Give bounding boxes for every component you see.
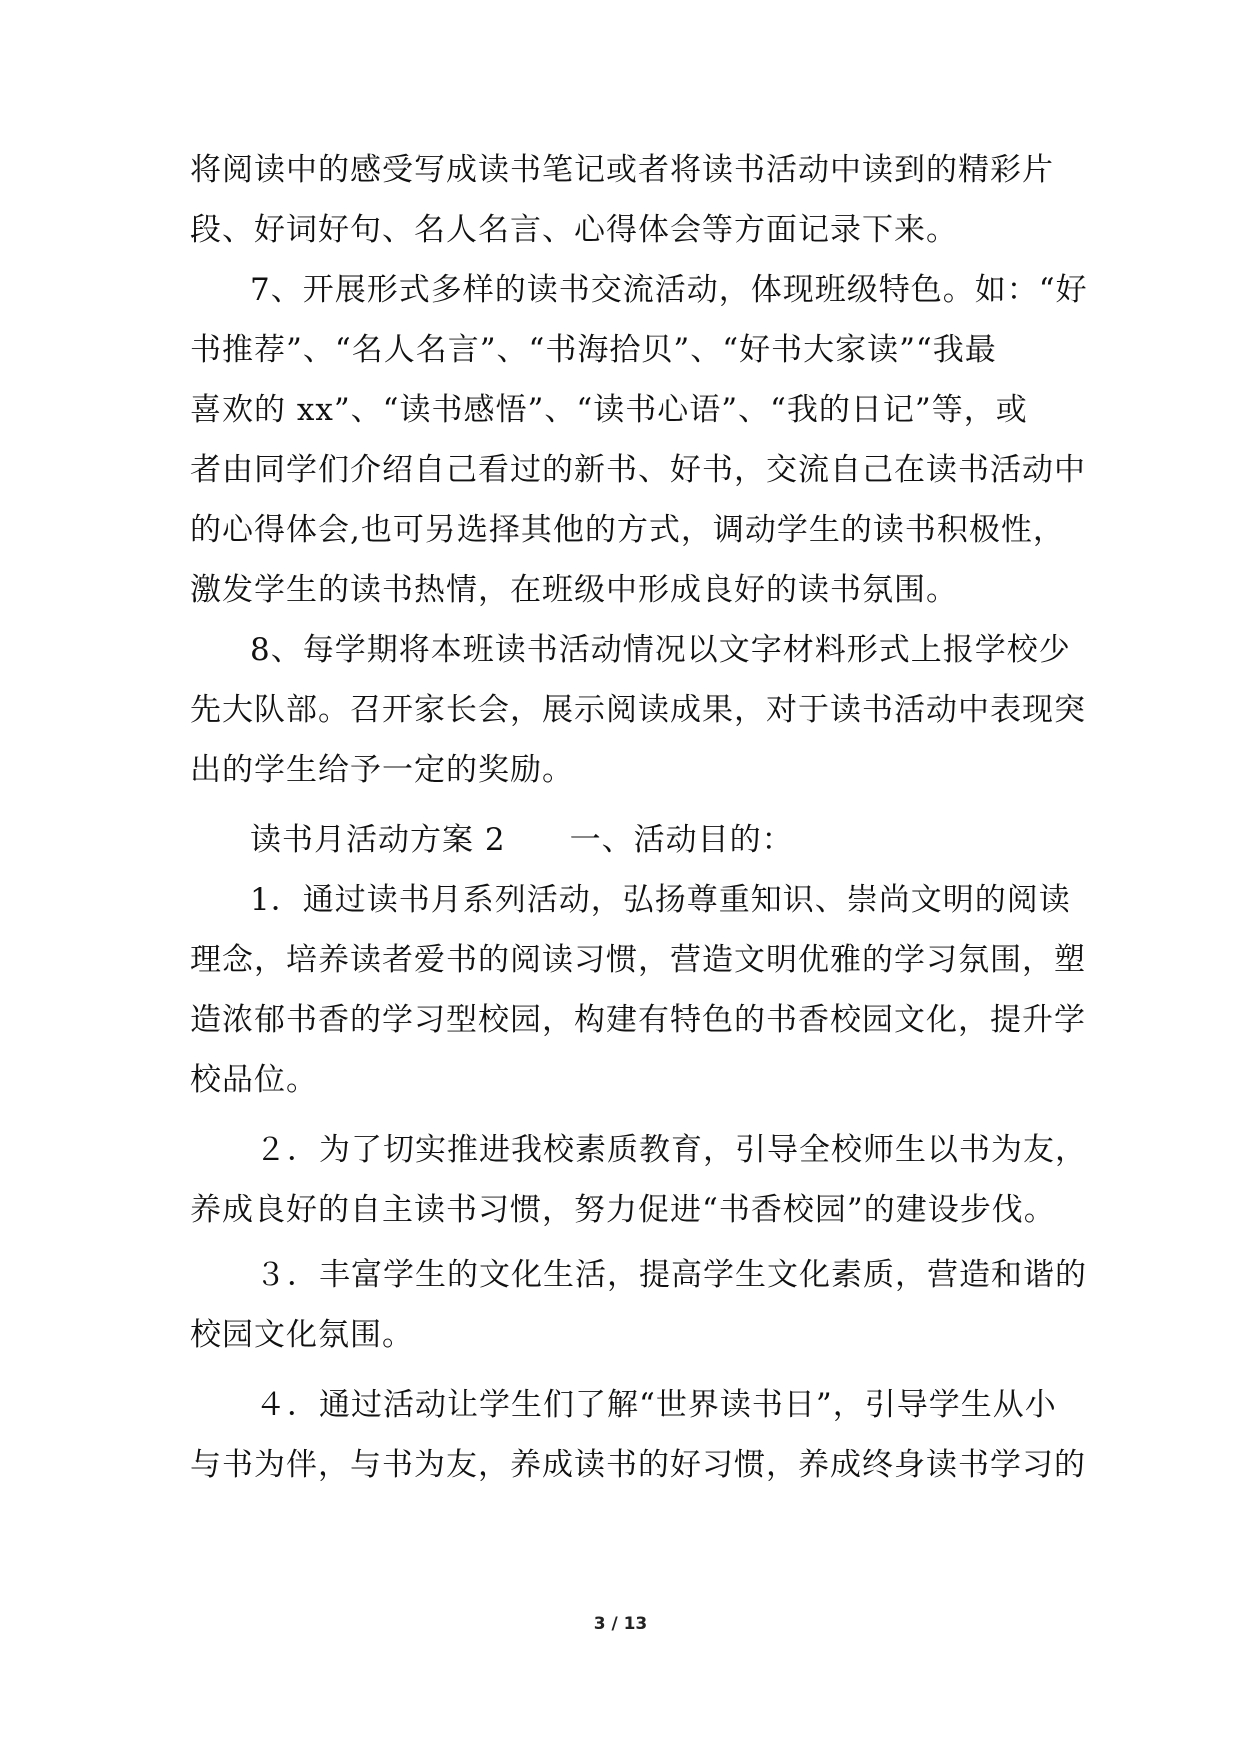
text-line: 与书为伴，与书为友，养成读书的好习惯，养成终身读书学习的	[190, 1447, 1086, 1483]
text-line: 喜欢的 xx”、“读书感悟”、“读书心语”、“我的日记”等，或	[190, 392, 1028, 428]
text-line: 1．通过读书月系列活动，弘扬尊重知识、崇尚文明的阅读	[250, 882, 1071, 918]
text-line: 理念，培养读者爱书的阅读习惯，营造文明优雅的学习氛围，塑	[190, 942, 1086, 978]
text-line: 激发学生的读书热情，在班级中形成良好的读书氛围。	[190, 572, 958, 608]
text-line: 校园文化氛围。	[190, 1317, 414, 1353]
text-line: 段、好词好句、名人名言、心得体会等方面记录下来。	[190, 212, 958, 248]
text-line: 先大队部。召开家长会，展示阅读成果，对于读书活动中表现突	[190, 692, 1086, 728]
text-line: 8、每学期将本班读书活动情况以文字材料形式上报学校少	[250, 632, 1071, 668]
text-line: 校品位。	[190, 1062, 318, 1098]
text-line: 的心得体会,也可另选择其他的方式，调动学生的读书积极性，	[190, 512, 1065, 548]
text-line: 造浓郁书香的学习型校园，构建有特色的书香校园文化，提升学	[190, 1002, 1086, 1038]
text-line: 出的学生给予一定的奖励。	[190, 752, 574, 788]
text-line: 将阅读中的感受写成读书笔记或者将读书活动中读到的精彩片	[190, 152, 1054, 188]
text-line: 者由同学们介绍自己看过的新书、好书，交流自己在读书活动中	[190, 452, 1086, 488]
text-line: 7、开展形式多样的读书交流活动，体现班级特色。如：“好	[250, 272, 1088, 308]
text-line: ２．为了切实推进我校素质教育，引导全校师生以书为友，	[255, 1132, 1087, 1168]
page-number: 3 / 13	[593, 1614, 648, 1634]
text-line: 书推荐”、“名人名言”、“书海拾贝”、“好书大家读”“我最	[190, 332, 997, 368]
section-heading: 读书月活动方案 2 一、活动目的：	[250, 822, 794, 858]
text-line: ４．通过活动让学生们了解“世界读书日”，引导学生从小	[255, 1387, 1057, 1423]
text-line: ３．丰富学生的文化生活，提高学生文化素质，营造和谐的	[255, 1257, 1087, 1293]
text-line: 养成良好的自主读书习惯，努力促进“书香校园”的建设步伐。	[190, 1192, 1056, 1228]
